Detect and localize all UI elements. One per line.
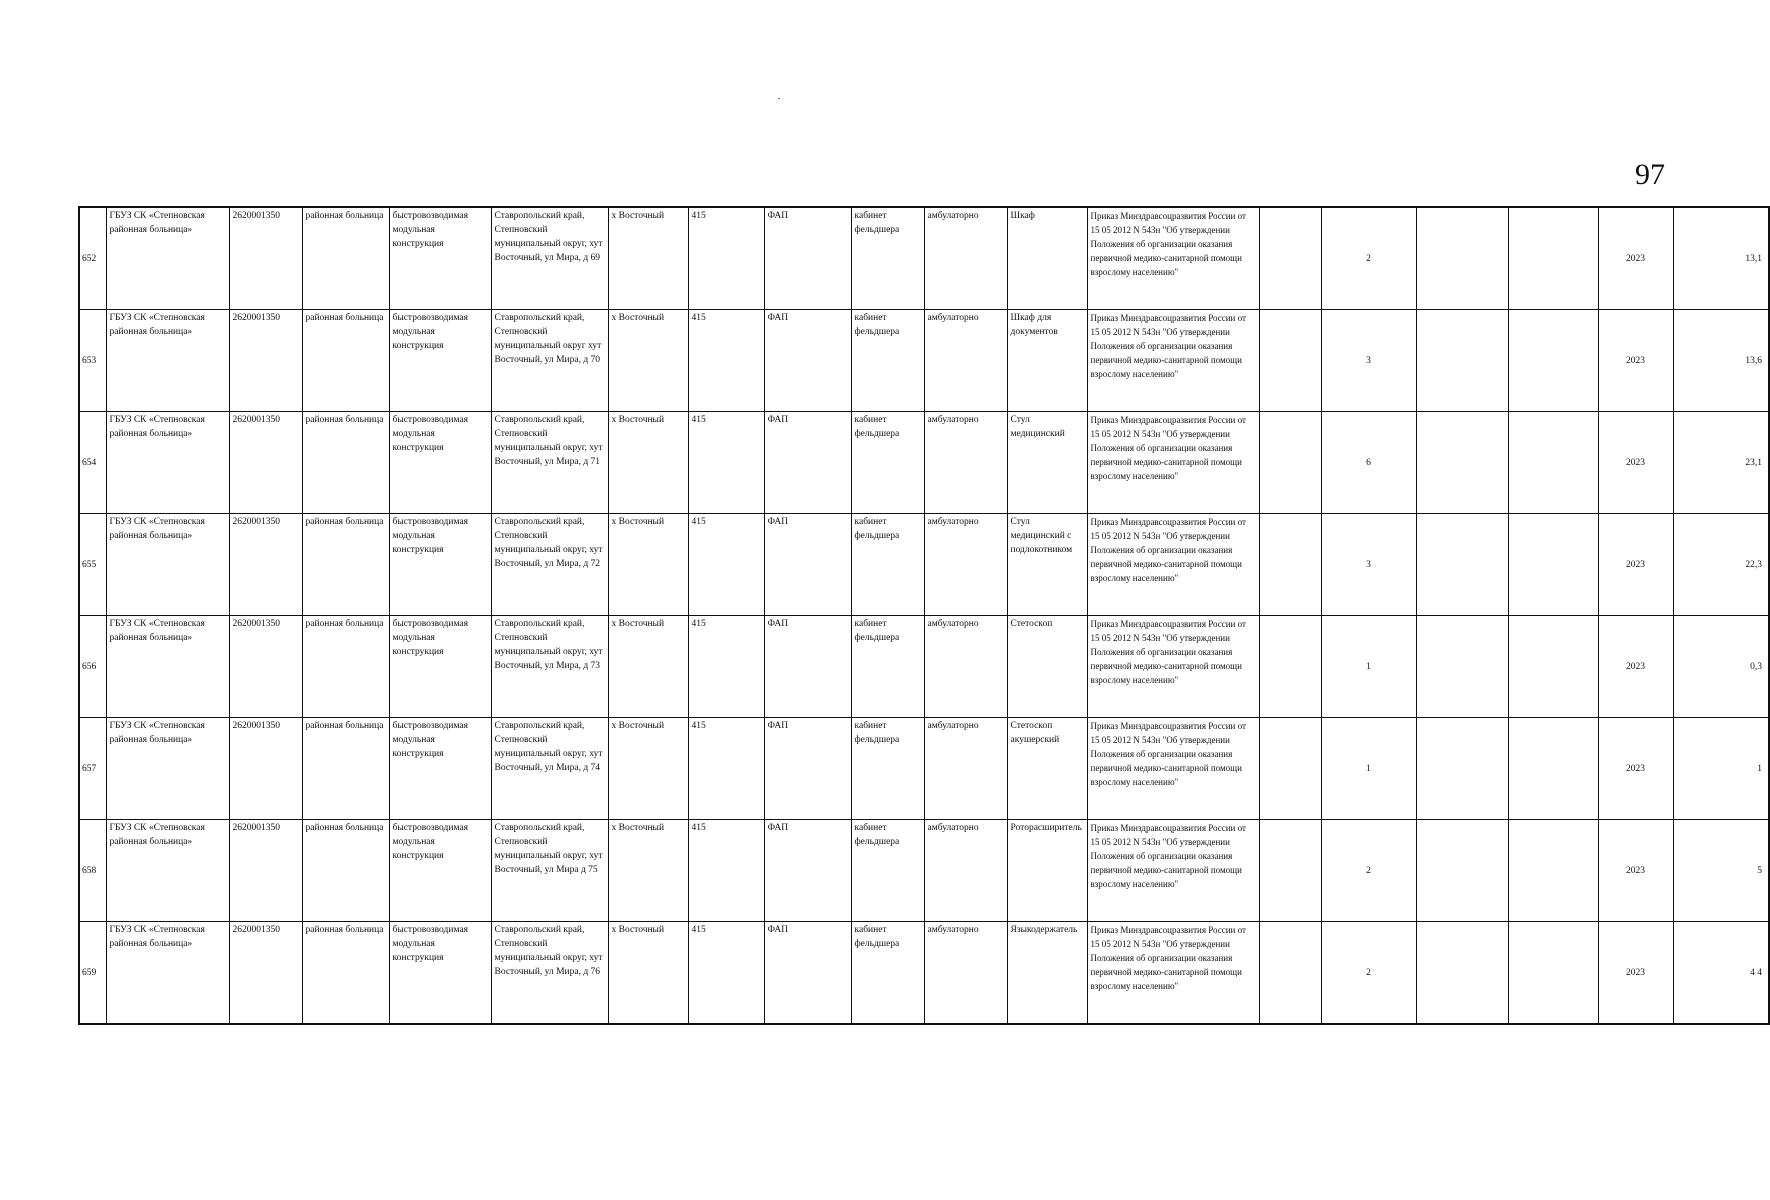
empty-cell: [1508, 820, 1598, 922]
address: Ставропольский край, Степновский муниципальный округ, хут Восточный, ул Мира, д 74: [491, 718, 608, 820]
care-form: амбулаторно: [924, 207, 1007, 310]
year: 2023: [1598, 820, 1673, 922]
population: 415: [688, 718, 764, 820]
empty-cell: [1508, 412, 1598, 514]
organization-name: ГБУЗ СК «Степновская районная больница»: [106, 412, 229, 514]
care-form: амбулаторно: [924, 922, 1007, 1025]
construction-type: быстровозводимая модульная конструкция: [389, 820, 491, 922]
quantity: 3: [1321, 310, 1416, 412]
year: 2023: [1598, 616, 1673, 718]
room: кабинет фельдшера: [851, 207, 924, 310]
care-form: амбулаторно: [924, 310, 1007, 412]
organization-type: районная больница: [302, 514, 389, 616]
construction-type: быстровозводимая модульная конструкция: [389, 412, 491, 514]
empty-cell: [1508, 514, 1598, 616]
empty-cell: [1259, 514, 1321, 616]
equipment-item: Языкодержатель: [1007, 922, 1087, 1025]
care-form: амбулаторно: [924, 412, 1007, 514]
empty-cell: [1259, 718, 1321, 820]
construction-type: быстровозводимая модульная конструкция: [389, 922, 491, 1025]
table-row: [79, 207, 1769, 310]
year: 2023: [1598, 310, 1673, 412]
table-row: [79, 718, 1769, 820]
unit-type: ФАП: [764, 718, 851, 820]
organization-code: 2620001350: [229, 412, 302, 514]
settlement: х Восточный: [608, 922, 688, 1025]
row-number: 659: [79, 922, 106, 1025]
empty-cell: [1508, 616, 1598, 718]
equipment-registry-table: [78, 206, 1770, 1025]
population: 415: [688, 207, 764, 310]
organization-code: 2620001350: [229, 922, 302, 1025]
regulation-order: Приказ Минздравсоцразвития России от 15 05 2012 N 543н "Об утверждении Положения об организации оказания первичной медико-санитарной помощи взрослому населению": [1087, 412, 1259, 514]
care-form: амбулаторно: [924, 616, 1007, 718]
unit-type: ФАП: [764, 514, 851, 616]
unit-type: ФАП: [764, 820, 851, 922]
room: кабинет фельдшера: [851, 922, 924, 1025]
regulation-order: Приказ Минздравсоцразвития России от 15 05 2012 N 543н "Об утверждении Положения об организации оказания первичной медико-санитарной помощи взрослому населению": [1087, 310, 1259, 412]
organization-code: 2620001350: [229, 310, 302, 412]
regulation-order: Приказ Минздравсоцразвития России от 15 05 2012 N 543н "Об утверждении Положения об организации оказания первичной медико-санитарной помощи взрослому населению": [1087, 718, 1259, 820]
row-number: 652: [79, 207, 106, 310]
empty-cell: [1416, 207, 1508, 310]
year: 2023: [1598, 207, 1673, 310]
organization-type: районная больница: [302, 718, 389, 820]
row-number: 656: [79, 616, 106, 718]
row-number: 654: [79, 412, 106, 514]
equipment-item: Шкаф: [1007, 207, 1087, 310]
address: Ставропольский край, Степновский муниципальный округ хут Восточный, ул Мира, д 70: [491, 310, 608, 412]
quantity: 1: [1321, 718, 1416, 820]
room: кабинет фельдшера: [851, 310, 924, 412]
table-row: [79, 310, 1769, 412]
cost-value: 1: [1673, 718, 1769, 820]
population: 415: [688, 310, 764, 412]
quantity: 3: [1321, 514, 1416, 616]
quantity: 2: [1321, 820, 1416, 922]
regulation-order: Приказ Минздравсоцразвития России от 15 05 2012 N 543н "Об утверждении Положения об организации оказания первичной медико-санитарной помощи взрослому населению": [1087, 207, 1259, 310]
settlement: х Восточный: [608, 310, 688, 412]
organization-name: ГБУЗ СК «Степновская районная больница»: [106, 922, 229, 1025]
cost-value: 5: [1673, 820, 1769, 922]
equipment-item: Стул медицинский: [1007, 412, 1087, 514]
room: кабинет фельдшера: [851, 718, 924, 820]
room: кабинет фельдшера: [851, 616, 924, 718]
empty-cell: [1259, 922, 1321, 1025]
empty-cell: [1508, 207, 1598, 310]
settlement: х Восточный: [608, 616, 688, 718]
regulation-order: Приказ Минздравсоцразвития России от 15 05 2012 N 543н "Об утверждении Положения об организации оказания первичной медико-санитарной помощи взрослому населению": [1087, 922, 1259, 1025]
organization-name: ГБУЗ СК «Степновская районная больница»: [106, 514, 229, 616]
unit-type: ФАП: [764, 310, 851, 412]
care-form: амбулаторно: [924, 514, 1007, 616]
organization-type: районная больница: [302, 922, 389, 1025]
year: 2023: [1598, 718, 1673, 820]
table-row: [79, 412, 1769, 514]
empty-cell: [1508, 922, 1598, 1025]
settlement: х Восточный: [608, 514, 688, 616]
address: Ставропольский край, Степновский муниципальный округ, хут Восточный, ул Мира, д 69: [491, 207, 608, 310]
cost-value: 0,3: [1673, 616, 1769, 718]
table-row: [79, 616, 1769, 718]
table-row: [79, 922, 1769, 1025]
empty-cell: [1416, 922, 1508, 1025]
organization-name: ГБУЗ СК «Степновская районная больница»: [106, 207, 229, 310]
organization-name: ГБУЗ СК «Степновская районная больница»: [106, 616, 229, 718]
equipment-item: Стетоскоп: [1007, 616, 1087, 718]
population: 415: [688, 412, 764, 514]
quantity: 2: [1321, 922, 1416, 1025]
room: кабинет фельдшера: [851, 820, 924, 922]
regulation-order: Приказ Минздравсоцразвития России от 15 05 2012 N 543н "Об утверждении Положения об организации оказания первичной медико-санитарной помощи взрослому населению": [1087, 616, 1259, 718]
quantity: 1: [1321, 616, 1416, 718]
address: Ставропольский край, Степновский муниципальный округ, хут Восточный, ул Мира, д 76: [491, 922, 608, 1025]
empty-cell: [1259, 616, 1321, 718]
unit-type: ФАП: [764, 412, 851, 514]
cost-value: 23,1: [1673, 412, 1769, 514]
unit-type: ФАП: [764, 207, 851, 310]
row-number: 653: [79, 310, 106, 412]
construction-type: быстровозводимая модульная конструкция: [389, 514, 491, 616]
empty-cell: [1416, 718, 1508, 820]
unit-type: ФАП: [764, 616, 851, 718]
cost-value: 22,3: [1673, 514, 1769, 616]
year: 2023: [1598, 412, 1673, 514]
organization-name: ГБУЗ СК «Степновская районная больница»: [106, 820, 229, 922]
cost-value: 13,1: [1673, 207, 1769, 310]
cost-value: 4 4: [1673, 922, 1769, 1025]
year: 2023: [1598, 514, 1673, 616]
table-row: [79, 820, 1769, 922]
care-form: амбулаторно: [924, 718, 1007, 820]
empty-cell: [1416, 616, 1508, 718]
construction-type: быстровозводимая модульная конструкция: [389, 616, 491, 718]
settlement: х Восточный: [608, 412, 688, 514]
page-number: 97: [1635, 158, 1665, 191]
row-number: 658: [79, 820, 106, 922]
organization-code: 2620001350: [229, 718, 302, 820]
empty-cell: [1508, 310, 1598, 412]
construction-type: быстровозводимая модульная конструкция: [389, 207, 491, 310]
organization-type: районная больница: [302, 412, 389, 514]
organization-name: ГБУЗ СК «Степновская районная больница»: [106, 718, 229, 820]
room: кабинет фельдшера: [851, 514, 924, 616]
cost-value: 13,6: [1673, 310, 1769, 412]
population: 415: [688, 820, 764, 922]
equipment-item: Стетоскоп акушерский: [1007, 718, 1087, 820]
equipment-item: Шкаф для документов: [1007, 310, 1087, 412]
organization-code: 2620001350: [229, 514, 302, 616]
population: 415: [688, 922, 764, 1025]
construction-type: быстровозводимая модульная конструкция: [389, 718, 491, 820]
organization-name: ГБУЗ СК «Степновская районная больница»: [106, 310, 229, 412]
equipment-item: Роторасширитель: [1007, 820, 1087, 922]
construction-type: быстровозводимая модульная конструкция: [389, 310, 491, 412]
unit-type: ФАП: [764, 922, 851, 1025]
equipment-item: Стул медицинский с подлокотником: [1007, 514, 1087, 616]
row-number: 655: [79, 514, 106, 616]
empty-cell: [1416, 514, 1508, 616]
empty-cell: [1416, 310, 1508, 412]
organization-code: 2620001350: [229, 207, 302, 310]
empty-cell: [1508, 718, 1598, 820]
empty-cell: [1259, 412, 1321, 514]
organization-type: районная больница: [302, 310, 389, 412]
empty-cell: [1416, 820, 1508, 922]
empty-cell: [1416, 412, 1508, 514]
empty-cell: [1259, 820, 1321, 922]
year: 2023: [1598, 922, 1673, 1025]
settlement: х Восточный: [608, 820, 688, 922]
organization-type: районная больница: [302, 820, 389, 922]
regulation-order: Приказ Минздравсоцразвития России от 15 05 2012 N 543н "Об утверждении Положения об организации оказания первичной медико-санитарной помощи взрослому населению": [1087, 514, 1259, 616]
settlement: х Восточный: [608, 207, 688, 310]
address: Ставропольский край, Степновский муниципальный округ, хут Восточный, ул Мира д 75: [491, 820, 608, 922]
empty-cell: [1259, 310, 1321, 412]
regulation-order: Приказ Минздравсоцразвития России от 15 05 2012 N 543н "Об утверждении Положения об организации оказания первичной медико-санитарной помощи взрослому населению": [1087, 820, 1259, 922]
organization-code: 2620001350: [229, 616, 302, 718]
population: 415: [688, 514, 764, 616]
room: кабинет фельдшера: [851, 412, 924, 514]
care-form: амбулаторно: [924, 820, 1007, 922]
organization-type: районная больница: [302, 616, 389, 718]
address: Ставропольский край, Степновский муниципальный округ, хут Восточный, ул Мира, д 73: [491, 616, 608, 718]
quantity: 6: [1321, 412, 1416, 514]
address: Ставропольский край, Степновский муниципальный округ, хут Восточный, ул Мира, д 72: [491, 514, 608, 616]
registry-body: [79, 207, 1769, 1024]
population: 415: [688, 616, 764, 718]
address: Ставропольский край, Степновский муниципальный округ, хут Восточный, ул Мира, д 71: [491, 412, 608, 514]
quantity: 2: [1321, 207, 1416, 310]
scan-speck: [778, 98, 780, 99]
organization-type: районная больница: [302, 207, 389, 310]
row-number: 657: [79, 718, 106, 820]
settlement: х Восточный: [608, 718, 688, 820]
empty-cell: [1259, 207, 1321, 310]
table-row: [79, 514, 1769, 616]
organization-code: 2620001350: [229, 820, 302, 922]
